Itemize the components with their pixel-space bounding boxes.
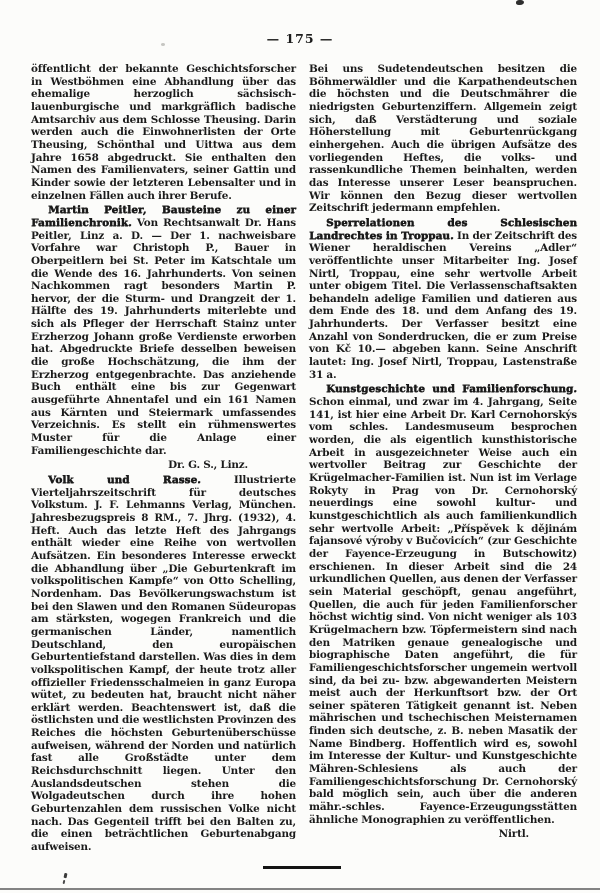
article-sperrelationen <box>309 217 577 382</box>
signature: Nirtl. <box>498 828 529 841</box>
scan-edge-bottom <box>0 888 600 890</box>
paragraph-continuation <box>309 63 577 215</box>
paragraph-text: Von Rechtsanwalt Dr. Hans Peitler, Linz a. D. — Der 1. nachweisbare Vorfahre war Christoph P., Bauer in Oberpeitlern bei St. Peter im Katschtale um die Wende des 16. Jahrhunderts. Von seinen Nachkommen ragt besonders Martin P. hervor, der die Sturm- und Drangzeit der 1. Hälfte des 19. Jahrhunderts miterlebte und sich als Pfleger der Herrschaft Stainz unter Erzherzog Johann große Verdienste erworben hat. Abgedruckte Briefe desselben beweisen die große Hochschätzung, die ihm der Erzherzog entgegenbrachte. Das anziehende Buch enthält eine bis zur Gegenwart ausgeführte Ahnentafel und ein 161 Namen aus Kärnten und Steiermark umfassendes Verzeichnis. Es stellt ein rühmenswertes Muster für die Anlage einer Familiengeschichte dar. <box>31 216 296 457</box>
paragraph-text: Schon einmal, und zwar im 4. Jahrgang, Seite 141, ist hier eine Arbeit Dr. Karl Cernohorskýs vom schles. Landesmuseum besprochen worden, die als eigentlich kunsthistorische Arbeit in ausgezeichneter Weise auch ein wertvoller Beitrag zur Geschichte der Krügelmacher-Familien ist. Nun ist im Verlage Rokyty in Prag von Dr. Cernohorský neuerdings eine sowohl kultur- und kunstgeschichtlich als auch familienkundlich sehr wertvolle Arbeit: „Příspěvek k dějinám fajansové výroby v Bučovicích“ (zur Geschichte der Fayence-Erzeugung in Butschowitz) erschienen. In dieser Arbeit sind die 24 urkundlichen Quellen, aus denen der Verfasser sein Material geschöpft, genau angeführt, Quellen, die auch für jeden Familienforscher höchst wichtig sind. Von nicht weniger als 103 Krügelmachern bzw. Töpfermeistern sind nach den Matriken genaue genealogische und biographische Daten angeführt, die für Familiengeschichtsforscher ungemein wertvoll sind, da bei zu- bzw. abgewanderten Meistern meist auch der Herkunftsort bzw. der Ort seiner späteren Tätigkeit genannt ist. Neben mährischen und tschechischen Meisternamen finden sich deutsche, z. B. neben Masatik der Name Bindberg. Hoffentlich wird es, sowohl im Interesse der Kultur- und Kunstgeschichte Mähren-Schlesiens als auch der Familiengeschichtsforschung Dr. Cernohorský bald möglich sein, auch über die anderen mähr.-schles. Fayence-Erzeugungsstätten ähnliche Monographien zu veröffentlichen. <box>309 396 577 826</box>
article-heading: Kunstgeschichte und Familienforschung. <box>326 383 577 396</box>
article-volk-und-rasse <box>31 474 296 854</box>
article-kunstgeschichte <box>309 383 577 826</box>
scan-speck-header <box>161 43 165 46</box>
scan-mark-bottom-left <box>63 880 66 884</box>
text-column-left <box>31 63 296 856</box>
section-divider-rule <box>263 866 341 869</box>
text-column-right <box>309 63 577 856</box>
paragraph-text: Bei uns Sudetendeutschen besitzen die Böhmerwäldler und die Karpathendeutschen die höchsten und die Deutschmährer die niedrigsten Geburtenziffern. Allgemein zeigt sich, daß Verstädterung und soziale Höherstellung mit Geburtenrückgang einhergehen. Auch die übrigen Aufsätze des vorliegenden Heftes, die volks- und rassenkundliche Themen beinhalten, werden das Interesse unserer Leser beanspruchen. Wir können den Bezug dieser wertvollen Zeitschrift jedermann empfehlen. <box>309 63 577 215</box>
paragraph-text: öffentlicht der bekannte Geschichtsforscher in Westböhmen eine Abhandlung über das ehemalige herzoglich sächsisch-lauenburgische und markgräflich badische Amtsarchiv aus dem Schlosse Theusing. Darin werden auch die Einwohnerlisten der Orte Theusing, Schönthal und Uittwa aus dem Jahre 1658 abgedruckt. Sie enthalten den Namen des Familienvaters, seiner Gattin und Kinder sowie der letzteren Lebensalter und in einzelnen Fällen auch ihrer Berufe. <box>31 63 296 202</box>
paragraph-text: Illustrierte Vierteljahrszeitschrift für deutsches Volkstum. J. F. Lehmanns Verlag, München. Jahresbezugspreis 8 RM., 7. Jhrg. (1932), 4. Heft. Auch das letzte Heft des Jahrgangs enthält wieder eine Reihe von wertvollen Aufsätzen. Ein besonderes Interesse erweckt die Abhandlung über „Die Geburtenkraft im volkspolitischen Kampfe“ von Otto Schelling, Nordenham. Das Bevölkerungswachstum ist bei den Slawen und den Romanen Südeuropas am stärksten, wogegen Frankreich und die germanischen Länder, namentlich Deutschland, den europäischen Geburtentiefstand darstellen. Was dies in dem volkspolitischen Kampf, der heute trotz aller offizieller Friedensschalmeien in ganz Europa wütet, zu bedeuten hat, braucht nicht näher erklärt werden. Beachtenswert ist, daß die östlichsten und die westlichsten Provinzen des Reiches die höchsten Geburtenüberschüsse aufweisen, während der Norden und natürlich fast alle Großstädte unter dem Reichsdurchschnitt liegen. Unter den Auslandsdeutschen stehen die Wolgadeutschen durch ihre hohen Geburtenzahlen dem russischen Volke nicht nach. Das Gegenteil trifft bei den Balten zu, die einen beträchtlichen Geburtenabgang aufweisen. <box>31 474 296 854</box>
article-heading: Martin Peitler, Bausteine zu einer Familienchronik. <box>31 204 296 229</box>
paragraph-continuation <box>31 63 296 202</box>
scan-mark-bottom-left <box>64 873 67 878</box>
page-body <box>31 63 577 856</box>
page-number: — 175 — <box>266 31 334 46</box>
signature: Dr. G. S., Linz. <box>168 459 248 472</box>
scan-speck-top-right <box>516 0 524 5</box>
paragraph-text: In der Zeitschrift des Wiener heraldischen Vereins „Adler“ veröffentlichte unser Mitarbeiter Ing. Josef Nirtl, Troppau, eine sehr wertvolle Arbeit unter obigem Titel. Die Verlassenschaftsakten behandeln adelige Familien und datieren aus dem Ende des 18. und dem Anfang des 19. Jahrhunderts. Der Verfasser besitzt eine Anzahl von Sonderdrucken, die er zum Preise von Kč 10.— abgeben kann. Seine Anschrift lautet: Ing. Josef Nirtl, Troppau, Lastenstraße 31 a. <box>309 229 577 381</box>
article-peitler <box>31 204 296 457</box>
article-heading: Sperrelationen des Schlesischen Landrechtes in Troppau. <box>309 216 577 242</box>
article-heading: Volk und Rasse. <box>48 474 201 486</box>
